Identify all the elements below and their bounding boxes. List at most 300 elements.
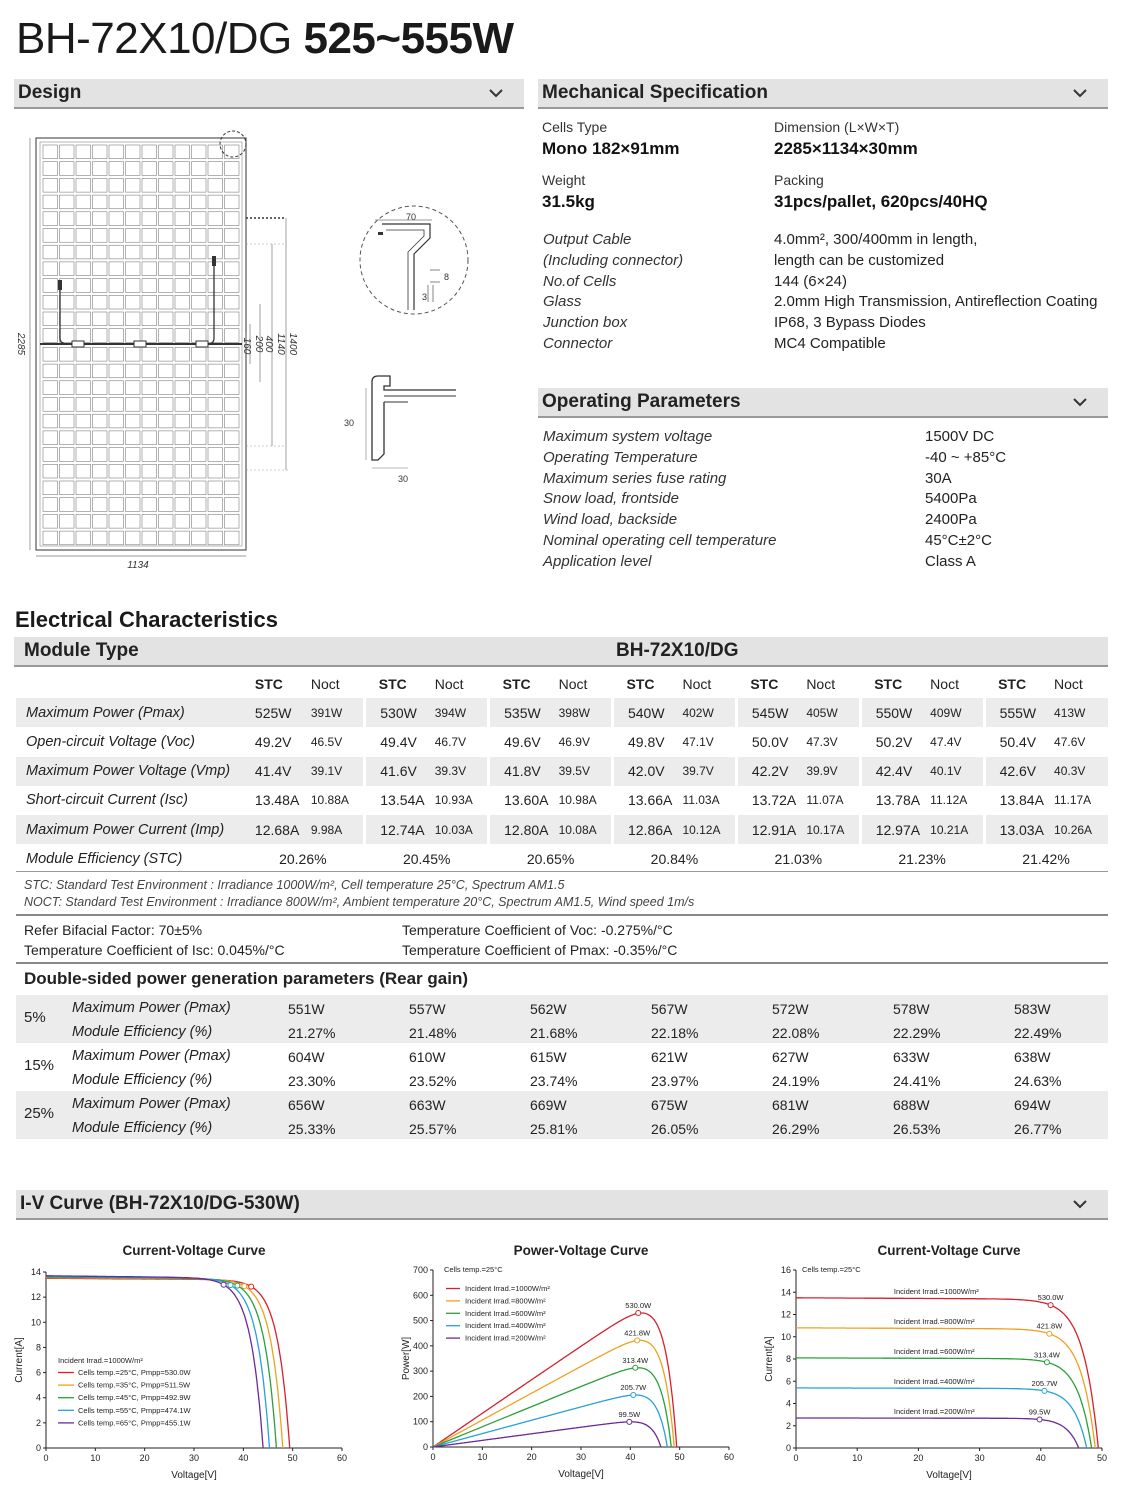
noct-header: Noct: [310, 675, 340, 692]
cell: [43, 245, 58, 259]
cell: [225, 245, 240, 259]
cell: [109, 145, 124, 159]
cell-value: 47.3V: [800, 727, 860, 756]
chevron-down-icon[interactable]: [1072, 1196, 1088, 1212]
cell: [109, 279, 124, 293]
cell: [109, 212, 124, 226]
cell: [93, 229, 108, 243]
rear-eff-value: 21.48%: [409, 1025, 457, 1041]
cell: [126, 347, 141, 361]
cell: [126, 431, 141, 445]
dim-width-label: 1134: [127, 560, 149, 571]
cell: [142, 279, 157, 293]
data-label: 99.5W: [1028, 1407, 1051, 1417]
chart-title: Current-Voltage Curve: [877, 1243, 1021, 1258]
cell: [208, 347, 223, 361]
mpp-point: [635, 1338, 640, 1343]
cell: [60, 414, 75, 428]
cell-value: 49.6V: [504, 733, 541, 750]
y-tick-label: 6: [35, 1367, 41, 1378]
y-tick-label: 0: [422, 1442, 428, 1452]
op-key: Nominal operating cell temperature: [543, 531, 777, 549]
cell: [76, 381, 91, 395]
cell-value: 12.68A: [254, 821, 300, 838]
cell-value: 47.4V: [924, 727, 984, 756]
series-label: Incident Irrad.=600W/m²: [893, 1346, 975, 1356]
cell: [126, 162, 141, 176]
cell-value: 49.8V: [627, 733, 665, 750]
cell: [109, 381, 124, 395]
cell: [43, 347, 58, 361]
cell: [126, 229, 141, 243]
series-line: [796, 1418, 1079, 1448]
stc-note-text: STC: Standard Test Environment : Irradiance 1000W/m², Cell temperature 25°C, Spectrum AM1.5: [24, 878, 565, 892]
cell: [60, 162, 75, 176]
module-drawing: [10, 120, 480, 575]
rear-gain-group: [16, 1043, 1108, 1091]
rear-pmax-value: 681W: [772, 1097, 809, 1113]
x-tick-label: 30: [974, 1453, 985, 1463]
rear-pmax-value: 572W: [772, 1001, 809, 1017]
cell: [93, 279, 108, 293]
y-tick-label: 2: [35, 1417, 41, 1428]
legend-entry: Incident Irrad.=200W/m²: [465, 1333, 546, 1343]
cell: [142, 398, 157, 412]
iv-section-header[interactable]: [16, 1190, 1108, 1220]
cell: [43, 531, 58, 545]
cell-value: 40.3V: [1054, 764, 1086, 779]
cell: [142, 178, 157, 192]
cell: [93, 464, 108, 478]
cell: [60, 262, 75, 276]
y-tick-label: 2: [785, 1420, 791, 1431]
cell: [192, 381, 207, 395]
cell: [76, 464, 91, 478]
cell: [93, 347, 108, 361]
series-label: Incident Irrad.=1000W/m²: [893, 1286, 979, 1296]
y-tick-label: 400: [412, 1340, 428, 1351]
cell: [175, 329, 190, 343]
op-key: Wind load, backside: [543, 511, 678, 529]
stc-header: STC: [874, 675, 903, 692]
noct-header: Noct: [434, 675, 464, 692]
cell: [142, 295, 157, 309]
legend-entry: Incident Irrad.=600W/m²: [465, 1308, 546, 1318]
x-tick-label: 10: [90, 1453, 101, 1463]
cell: [208, 431, 223, 445]
efficiency-value: 20.65%: [526, 850, 575, 867]
cell-value: 12.91A: [751, 821, 797, 838]
cell: [109, 431, 124, 445]
junction-box: [196, 341, 208, 347]
cell-value: 530W: [380, 704, 417, 721]
cell: [126, 195, 141, 209]
cell: [175, 178, 190, 192]
mechanical-heading: Mechanical Specification: [542, 82, 768, 103]
cell: [43, 178, 58, 192]
rear-pmax-value: 669W: [530, 1097, 567, 1113]
cell: [76, 295, 91, 309]
cell: [208, 329, 223, 343]
data-label: 205.7W: [1031, 1378, 1058, 1388]
cell: [43, 514, 58, 528]
row-label: Module Efficiency (STC): [26, 850, 183, 867]
legend-entry: Cells temp.=45°C, Pmpp=492.9W: [78, 1393, 191, 1403]
cell-value: 40.1V: [924, 757, 984, 786]
x-tick-label: 50: [287, 1453, 298, 1463]
chevron-down-icon[interactable]: [1072, 85, 1088, 101]
cell-value: 10.08A: [553, 815, 613, 844]
cell: [159, 262, 174, 276]
cell: [60, 514, 75, 528]
cell: [159, 481, 174, 495]
cell: [208, 229, 223, 243]
legend-title: Incident Irrad.=1000W/m²: [58, 1356, 143, 1365]
cell: [109, 178, 124, 192]
row-label: Open-circuit Voltage (Voc): [26, 733, 195, 750]
mechanical-section-header[interactable]: [538, 79, 1108, 109]
op-key: Application level: [543, 552, 652, 570]
cell: [192, 464, 207, 478]
cell: [60, 498, 75, 512]
noct-header: Noct: [1054, 675, 1083, 692]
x-tick-label: 50: [1096, 1453, 1108, 1463]
cell: [43, 145, 58, 159]
cell: [159, 448, 174, 462]
y-tick-label: 0: [35, 1443, 41, 1453]
cell: [208, 381, 223, 395]
cell: [175, 295, 190, 309]
cell-value: 13.78A: [875, 792, 921, 809]
cell-value: 13.84A: [999, 792, 1044, 809]
mpp-point: [242, 1284, 247, 1289]
x-axis-label: Voltage[V]: [558, 1469, 604, 1480]
rear-pmax-value: 578W: [893, 1001, 930, 1017]
cell: [175, 514, 190, 528]
cell: [126, 145, 141, 159]
cell: [175, 229, 190, 243]
cell: [225, 531, 240, 545]
cell: [93, 514, 108, 528]
cell: [76, 398, 91, 412]
x-tick-label: 10: [477, 1452, 488, 1462]
cell-value: 11.07A: [800, 786, 860, 815]
cell: [192, 212, 207, 226]
spec-value: 144 (6×24): [774, 272, 847, 290]
cell-value: 42.0V: [627, 763, 665, 780]
cell: [126, 262, 141, 276]
eff-label: Module Efficiency (%): [72, 1072, 213, 1088]
rear-eff-value: 26.29%: [772, 1121, 820, 1137]
cell-value: 42.2V: [751, 763, 789, 780]
cell: [208, 195, 223, 209]
x-axis-label: Voltage[V]: [926, 1470, 972, 1481]
cell: [225, 398, 240, 412]
cell: [60, 481, 75, 495]
cell: [159, 381, 174, 395]
mpp-point: [1037, 1417, 1042, 1422]
cell: [192, 262, 207, 276]
cell: [175, 531, 190, 545]
cell: [109, 262, 124, 276]
cell-value: 540W: [627, 704, 665, 721]
cell: [76, 448, 91, 462]
op-key: Operating Temperature: [543, 448, 698, 466]
op-value: 45°C±2°C: [925, 531, 992, 549]
frame-section: [344, 376, 456, 484]
cell-value: 10.98A: [553, 786, 613, 815]
cell: [225, 347, 240, 361]
module-type-label: Module Type: [24, 640, 139, 661]
rear-pmax-value: 567W: [651, 1001, 688, 1017]
chevron-down-icon[interactable]: [1072, 394, 1088, 410]
data-label: 421.8W: [624, 1328, 651, 1338]
weight-value: 31.5kg: [542, 192, 595, 211]
y-tick-label: 14: [780, 1287, 791, 1298]
cell-value: 13.66A: [627, 792, 673, 809]
cell: [109, 414, 124, 428]
rear-eff-value: 23.52%: [409, 1073, 457, 1089]
cell: [76, 347, 91, 361]
x-tick-label: 20: [913, 1453, 924, 1463]
cell: [225, 514, 240, 528]
frame-30-height-label: 30: [344, 418, 355, 428]
rear-eff-value: 26.53%: [893, 1121, 941, 1137]
y-tick-label: 500: [412, 1315, 428, 1326]
cell: [225, 212, 240, 226]
chevron-down-icon[interactable]: [488, 85, 504, 101]
cell: [192, 295, 207, 309]
rear-pmax-value: 562W: [530, 1001, 567, 1017]
stc-noct-header-row: [16, 669, 1108, 698]
cell: [109, 481, 124, 495]
cell-value: 41.6V: [380, 763, 417, 780]
data-label: 99.5W: [618, 1409, 641, 1419]
cell: [126, 398, 141, 412]
cell: [60, 398, 75, 412]
packing-label: Packing: [774, 172, 824, 188]
cell: [159, 431, 174, 445]
iv-temp-chart: [8, 1238, 358, 1500]
cell: [126, 279, 141, 293]
y-axis-label: Current[A]: [764, 1336, 775, 1382]
pmax-label: Maximum Power (Pmax): [72, 1096, 231, 1112]
mpp-point: [235, 1283, 240, 1288]
cell: [175, 347, 190, 361]
rear-eff-value: 25.81%: [530, 1121, 578, 1137]
pmax-label: Maximum Power (Pmax): [72, 1048, 231, 1064]
cell-value: 409W: [924, 698, 984, 727]
stc-note: [24, 877, 694, 911]
rear-eff-value: 23.97%: [651, 1073, 699, 1089]
stc-header: STC: [998, 675, 1027, 692]
cell: [159, 329, 174, 343]
x-tick-label: 50: [674, 1452, 685, 1462]
cell: [43, 295, 58, 309]
page-title: BH-72X10/DG 525~555W: [16, 14, 514, 63]
cell: [208, 162, 223, 176]
rear-pmax-value: 583W: [1014, 1001, 1051, 1017]
x-tick-label: 0: [430, 1452, 436, 1462]
cell-value: 39.5V: [553, 757, 613, 786]
voc-coef: Temperature Coefficient of Voc: -0.275%/°C: [402, 922, 673, 938]
rear-eff-value: 26.05%: [651, 1121, 699, 1137]
cell: [126, 414, 141, 428]
cell: [175, 414, 190, 428]
y-tick-label: 8: [35, 1342, 41, 1353]
cell: [93, 448, 108, 462]
mech-spec-values: [774, 230, 1114, 355]
cell-value: 11.12A: [924, 786, 984, 815]
cell: [126, 498, 141, 512]
cell: [175, 312, 190, 326]
y-tick-label: 4: [35, 1392, 41, 1403]
row-label: Maximum Power Voltage (Vmp): [26, 763, 231, 780]
cell-value: 41.4V: [254, 763, 292, 780]
cell: [192, 448, 207, 462]
op-key: Maximum system voltage: [543, 428, 713, 445]
junction-box: [72, 341, 84, 347]
mpp-point: [1047, 1331, 1052, 1336]
cell-value: 11.17A: [1054, 793, 1092, 808]
cell-value: 391W: [305, 698, 365, 727]
cell: [175, 381, 190, 395]
gain-label: 25%: [24, 1105, 55, 1122]
coef-right: [402, 920, 677, 960]
cell: [76, 245, 91, 259]
cell: [225, 262, 240, 276]
stc-header: STC: [626, 675, 655, 692]
op-value: Class A: [925, 552, 976, 570]
rear-pmax-value: 694W: [1014, 1097, 1051, 1113]
operating-section-header[interactable]: [538, 388, 1108, 418]
op-value: 30A: [925, 469, 952, 487]
cell: [175, 364, 190, 378]
cell-value: 525W: [254, 704, 292, 721]
cell: [192, 531, 207, 545]
gain-label: 5%: [24, 1009, 46, 1026]
cell: [109, 295, 124, 309]
cell: [109, 464, 124, 478]
cell: [192, 514, 207, 528]
table-row: [16, 727, 1108, 756]
cell: [142, 347, 157, 361]
cell: [109, 398, 124, 412]
y-tick-label: 300: [412, 1366, 428, 1377]
y-tick-label: 16: [780, 1265, 791, 1275]
cell: [208, 464, 223, 478]
cell: [208, 212, 223, 226]
cell-value: 46.5V: [305, 727, 365, 756]
x-tick-label: 30: [188, 1453, 200, 1463]
cell: [225, 364, 240, 378]
cell: [159, 514, 174, 528]
cell: [159, 162, 174, 176]
cell: [60, 145, 75, 159]
cell: [175, 481, 190, 495]
cell: [225, 448, 240, 462]
dim-200-label: 200: [253, 335, 264, 353]
mpp-point: [221, 1282, 226, 1287]
cell: [93, 262, 108, 276]
cell: [225, 279, 240, 293]
cell: [208, 481, 223, 495]
cell: [76, 229, 91, 243]
rear-eff-value: 21.68%: [530, 1025, 578, 1041]
eff-label: Module Efficiency (%): [72, 1024, 213, 1040]
efficiency-value: 21.03%: [774, 850, 823, 867]
cell-value: 49.4V: [380, 733, 417, 750]
cell: [76, 178, 91, 192]
cell: [192, 498, 207, 512]
cell: [192, 229, 207, 243]
cell-value: 10.03A: [429, 815, 489, 844]
cell: [126, 514, 141, 528]
mpp-point: [1044, 1360, 1049, 1365]
cell: [175, 464, 190, 478]
cell: [60, 531, 75, 545]
cell: [76, 195, 91, 209]
cell: [225, 414, 240, 428]
design-section-header[interactable]: [14, 79, 524, 109]
cell: [93, 364, 108, 378]
rear-eff-value: 25.57%: [409, 1121, 457, 1137]
rear-gain-heading: Double-sided power generation parameters (Rear gain): [24, 969, 468, 988]
spec-value: length can be customized: [774, 251, 945, 269]
data-label: 313.4W: [1033, 1350, 1060, 1360]
x-tick-label: 10: [852, 1453, 863, 1463]
cell: [126, 381, 141, 395]
cell: [43, 212, 58, 226]
cell-value: 39.9V: [800, 757, 860, 786]
cell-value: 10.12A: [676, 815, 736, 844]
cell: [60, 381, 75, 395]
cell: [76, 145, 91, 159]
stc-header: STC: [254, 675, 283, 692]
dim-160-label: 160: [241, 337, 252, 355]
output-cable: [60, 285, 68, 344]
series-label: Incident Irrad.=800W/m²: [893, 1316, 975, 1326]
rear-pmax-value: 663W: [409, 1097, 446, 1113]
cell-value: 12.80A: [504, 821, 549, 838]
mpp-point: [633, 1365, 638, 1370]
mpp-point: [1042, 1388, 1047, 1393]
cell: [225, 178, 240, 192]
cell: [142, 481, 157, 495]
cell-value: 50.2V: [875, 733, 913, 750]
op-values: [925, 427, 1105, 573]
op-key: Maximum series fuse rating: [543, 469, 727, 487]
cell: [208, 279, 223, 293]
legend-title: Cells temp.=25°C: [444, 1265, 503, 1274]
spec-key: Junction box: [543, 314, 628, 332]
cell-value: 42.4V: [875, 763, 913, 780]
cell: [159, 531, 174, 545]
cell: [60, 364, 75, 378]
cell: [60, 295, 75, 309]
cell: [142, 364, 157, 378]
pv-chart: [390, 1238, 750, 1500]
cell: [60, 431, 75, 445]
cell: [43, 312, 58, 326]
cell: [126, 364, 141, 378]
table-row: [16, 698, 1108, 727]
cell-value: 49.2V: [254, 733, 292, 750]
cell-value: 47.1V: [676, 727, 736, 756]
cells-type-value: Mono 182×91mm: [542, 139, 680, 158]
cell: [208, 498, 223, 512]
rear-eff-value: 22.08%: [772, 1025, 820, 1041]
